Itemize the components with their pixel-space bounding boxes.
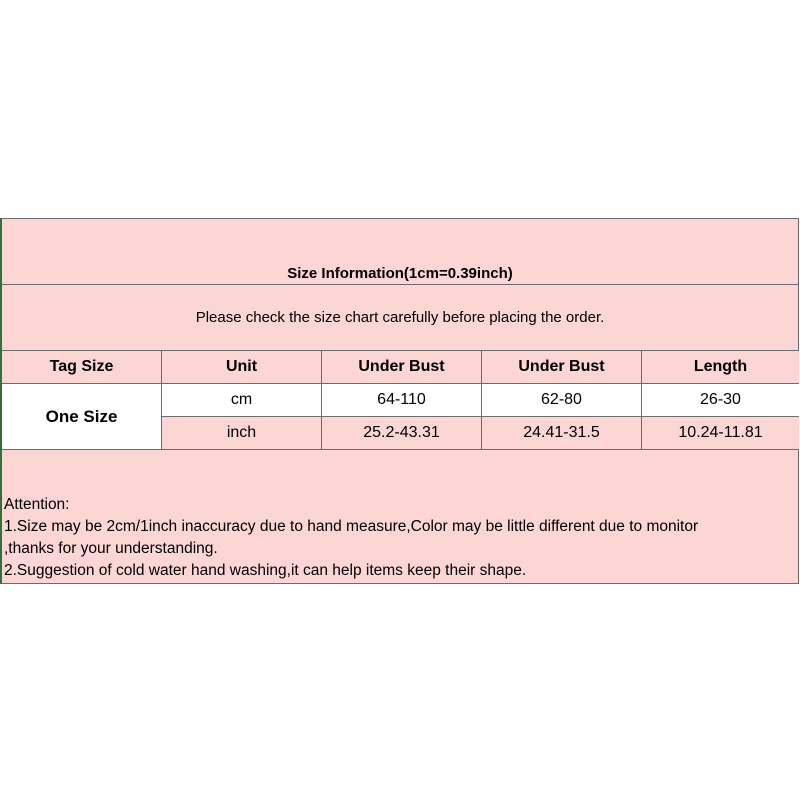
notice-text: Please check the size chart carefully before placing the order. [195,309,605,326]
cm-under-bust-1: 64-110 [322,384,482,417]
inch-under-bust-1: 25.2-43.31 [322,417,482,450]
header-tag-size: Tag Size [2,351,162,384]
size-information-sheet [0,218,799,584]
sheet-title: Size Information(1cm=0.39inch) [287,265,513,282]
size-table [2,351,798,450]
tag-size-one-size: One Size [2,384,162,450]
header-length: Length [642,351,799,384]
header-unit: Unit [162,351,322,384]
attention-line-1: 1.Size may be 2cm/1inch inaccuracy due to hand measure,Color may be little different due to monitor [4,518,699,535]
unit-inch: inch [162,417,322,450]
attention-section [2,450,798,583]
header-under-bust-1: Under Bust [322,351,482,384]
cm-under-bust-2: 62-80 [482,384,642,417]
header-under-bust-2: Under Bust [482,351,642,384]
attention-line-2: ,thanks for your understanding. [4,540,218,557]
attention-line-3: 2.Suggestion of cold water hand washing,it can help items keep their shape. [4,562,527,579]
cm-length: 26-30 [642,384,799,417]
unit-cm: cm [162,384,322,417]
inch-under-bust-2: 24.41-31.5 [482,417,642,450]
title-row [2,219,798,285]
attention-heading: Attention: [4,496,70,513]
notice-row [2,285,798,351]
inch-length: 10.24-11.81 [642,417,799,450]
